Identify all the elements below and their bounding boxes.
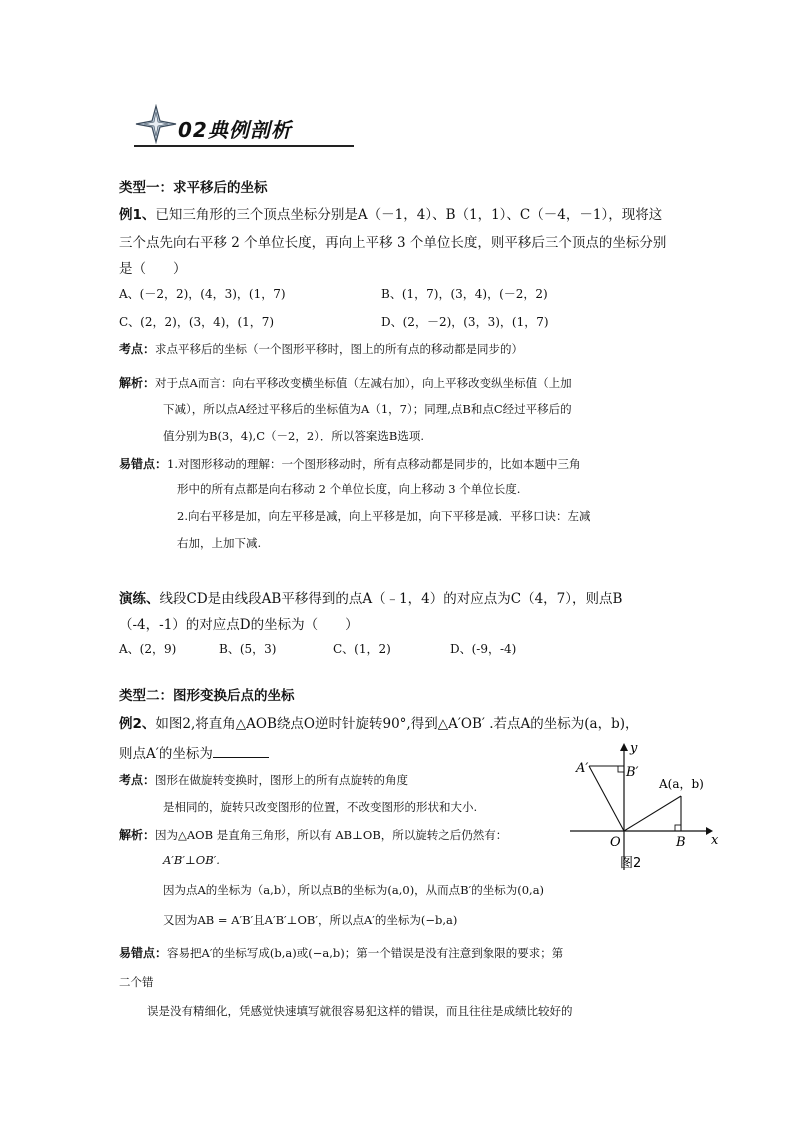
example1-text1: 已知三角形的三个顶点坐标分别是A（－1，4）、B（1，1）、C（－4，－1），现将这 xyxy=(155,207,663,223)
figure-caption: 图2 xyxy=(620,856,642,871)
practice-option-c: C、(1，2) xyxy=(333,642,391,656)
example2-label: 例2、 xyxy=(119,716,156,732)
yicuo2-label: 易错点： xyxy=(119,946,168,960)
right-angle-b xyxy=(675,825,681,831)
practice-option-b: B、(5，3) xyxy=(219,642,277,656)
segment-oa-prime xyxy=(589,766,624,831)
example2-text1: 如图2,将直角△AOB绕点O逆时针旋转90°,得到△A′OB′ .若点A的坐标为(a，b)， xyxy=(155,716,639,732)
yicuo-label: 易错点： xyxy=(119,457,168,471)
jiexi-1-line2: 下减），所以点A经过平移后的坐标值为A（1，7）；同理,点B和点C经过平移后的 xyxy=(163,402,572,416)
yicuo-1-line3: 2.向右平移是加，向左平移是减，向上平移是加，向下平移是减．平移口诀：左减 xyxy=(177,509,591,523)
label-o: O xyxy=(610,835,621,850)
jiexi-2-line3: 因为点A的坐标为（a,b），所以点B的坐标为(a,0)，从而点B′的坐标为(0,a) xyxy=(163,883,545,897)
yicuo-2-line1 xyxy=(119,944,563,961)
example2-text2: 则点A′的坐标为 xyxy=(119,746,213,762)
practice-option-a: A、(2，9) xyxy=(119,642,177,656)
example1-line3: 是（ ） xyxy=(119,261,187,277)
y-axis-arrow xyxy=(620,743,628,751)
example1-line2: 三个点先向右平移 2 个单位长度，再向上平移 3 个单位长度，则平移后三个顶点的坐标分别 xyxy=(119,235,667,251)
label-b-prime: B′ xyxy=(626,765,639,780)
title-underline xyxy=(134,145,354,147)
kaodian2-label: 考点： xyxy=(119,773,156,787)
kaodian2-text1: 图形在做旋转变换时，图形上的所有点旋转的角度 xyxy=(155,773,409,787)
kaodian-2-line2: 是相同的，旋转只改变图形的位置，不改变图形的形状和大小. xyxy=(163,800,478,814)
practice-label: 演练、 xyxy=(119,591,160,607)
yicuo-1-line2: 形中的所有点都是向右移动 2 个单位长度，向上移动 3 个单位长度. xyxy=(177,482,521,496)
label-b: B xyxy=(676,835,686,850)
option-b: B、(1，7)，(3，4)，(－2，2) xyxy=(381,287,548,301)
label-a: A(a，b) xyxy=(659,777,704,791)
section-title: 02典例剖析 xyxy=(178,118,292,142)
yicuo-1-line1 xyxy=(119,455,580,472)
rotation-figure xyxy=(570,736,720,872)
jiexi2-label: 解析： xyxy=(119,828,156,842)
yicuo-text1: 1.对图形移动的理解：一个图形移动时，所有点移动都是同步的，比如本题中三角 xyxy=(167,457,581,471)
jiexi-2-line4: 又因为AB = A′B′且A′B′⊥OB′，所以点A′的坐标为(−b,a) xyxy=(163,913,458,927)
type1-heading: 类型一：求平移后的坐标 xyxy=(119,180,268,196)
label-a-prime: A′ xyxy=(576,761,589,776)
practice-text1: 线段CD是由线段AB平移得到的点A（﹣1，4）的对应点为C（4，7），则点B xyxy=(159,591,623,607)
kaodian-text: 求点平移后的坐标（一个图形平移时，图上的所有点的移动都是同步的） xyxy=(155,342,524,356)
jiexi-1-line1 xyxy=(119,374,572,391)
kaodian-1 xyxy=(119,340,523,357)
practice-option-d: D、(-9，-4) xyxy=(450,642,517,656)
practice-line1 xyxy=(119,587,622,607)
jiexi-2-line1 xyxy=(119,826,507,843)
right-angle-b-prime xyxy=(618,766,624,772)
label-x: x xyxy=(711,833,719,848)
compass-star-icon xyxy=(134,104,178,144)
option-c: C、(2，2)，(3，4)，(1，7) xyxy=(119,315,275,329)
jiexi-label: 解析： xyxy=(119,376,156,390)
segment-oa xyxy=(624,796,681,831)
label-y: y xyxy=(630,741,638,756)
yicuo-1-line4: 右加，上加下减. xyxy=(177,536,262,550)
option-d: D、(2，－2)，(3，3)，(1，7) xyxy=(381,315,549,329)
jiexi-2-line2: A′B′⊥OB′. xyxy=(163,853,220,867)
example2-line1 xyxy=(119,712,639,732)
kaodian-2-line1 xyxy=(119,771,408,788)
type2-heading: 类型二：图形变换后点的坐标 xyxy=(119,688,295,704)
example2-line2 xyxy=(119,742,269,762)
jiexi-1-line3: 值分别为B(3，4),C（－2，2）．所以答案选B选项. xyxy=(163,429,424,443)
practice-line2: （-4，-1）的对应点D的坐标为（ ） xyxy=(119,617,359,633)
yicuo-2-line2: 二个错 xyxy=(119,975,154,989)
jiexi-text1: 对于点A而言：向右平移改变横坐标值（左减右加），向上平移改变纵坐标值（上加 xyxy=(155,376,572,390)
jiexi2-text1: 因为△AOB 是直角三角形，所以有 AB⊥OB，所以旋转之后仍然有： xyxy=(155,828,508,842)
yicuo-2-line3: 误是没有精细化，凭感觉快速填写就很容易犯这样的错误，而且往往是成绩比较好的 xyxy=(147,1004,573,1018)
answer-blank xyxy=(213,745,269,758)
option-a: A、(－2，2)，(4，3)，(1，7) xyxy=(119,287,286,301)
yicuo2-text1: 容易把A′的坐标写成(b,a)或(−a,b)；第一个错误是没有注意到象限的要求；第 xyxy=(167,946,564,960)
example1-line1 xyxy=(119,203,662,223)
kaodian-label: 考点： xyxy=(119,342,156,356)
example1-label: 例1、 xyxy=(119,207,156,223)
